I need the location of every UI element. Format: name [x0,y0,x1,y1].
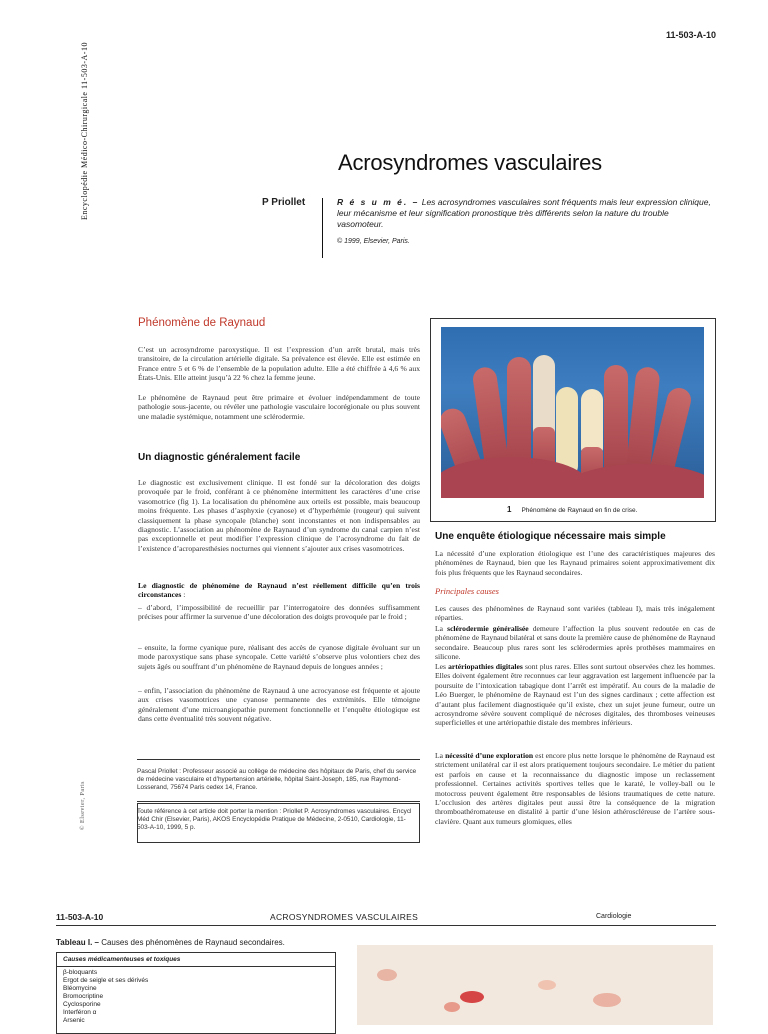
table-row: Bromocriptine [63,993,104,1000]
bullet: – ensuite, la forme cyanique pure, réalisant des accès de cyanose digitale évoluant sur un mode paroxystique sans phase syncopale. Cette variété s’observe plus volontiers chez des sujets âgés ou souffrant d’un phénomène de Raynaud depuis de longues années ; [138,643,420,671]
paragraph: Le diagnostic de phénomène de Raynaud n’est réellement difficile qu’en trois circonstances : [138,581,420,600]
reference-note: Toute référence à cet article doit porter la mention : Priollet P. Acrosyndromes vasculaires. Encycl Méd Chir (Elsevier, Paris), AKOS Encyclopédie Pratique de Médecine, 2-0510, Cardiologie, 11-503-A-10, 1999, 5 p. [137,808,412,832]
paragraph: La nécessité d’une exploration étiologique est l’une des caractéristiques majeures des phénomènes de Raynaud, bien que les Raynaud primaires soient approximativement dix fois plus fréquents que les Raynaud secondaires. [435,549,715,577]
divider [322,198,323,258]
author-affiliation: Pascal Priollet : Professeur associé au collège de médecine des hôpitaux de Paris, chef du service de médecine vasculaire et d’hypertension artérielle, hôpital Saint-Joseph, 185, rue Raymond-Losserand, 75674 Paris cedex 14, France. [137,768,417,792]
bullet: – d’abord, l’impossibilité de recueillir par l’interrogatoire des données suffisamment précises pour affirmer la survenue d’une décoloration des doigts provoquée par le froid ; [138,603,420,622]
note-divider [137,801,420,802]
hand-illustration [441,327,704,498]
table-label: Tableau I. – [56,938,99,947]
paragraph: La nécessité d’une exploration est encore plus nette lorsque le phénomène de Raynaud est strictement unilatéral car il est alors pratiquement toujours secondaire. Le métier du patient est parfois en cause et la reconnaissance du diagnostic impose un reclassement professionnel. Certaines activités sportives telles que le karaté, le volley-ball ou le motocross peuvent également être responsables de lésions traumatiques de cette nature. L’occlusion des artères digitales peut aussi être la conséquence de la migration thromboathéromateuse en distalité à partir d’une lésion athéroscléreuse de l’artère sous-clavière. Quant aux tumeurs glomiques, elles [435,751,715,826]
table-row: Ergot de seigle et ses dérivés [63,977,149,984]
journal-sidebar [80,30,100,230]
resume-label: R é s u m é. – [337,197,420,207]
paragraph: Les artériopathies digitales sont plus rares. Elles sont surtout observées chez les hommes. Elles doivent également être reconnues car leur aggravation est largement influencée par la poursuite de l’intoxication tabagique dont l’arrêt est impératif. Au cours de la maladie de Léo Buerger, le phénomène de Raynaud est l’un des signes cardinaux ; cette affection est d’autant plus facilement diagnostiquée qu’il existe, chez un sujet jeune fumeur, outre un acrosyndrome sévère souvent compliqué de nécroses digitales, des thromboses veineuses superficielles et une artériopathie distale des membres inférieurs. [435,662,716,728]
bullet: – enfin, l’association du phénomène de Raynaud à une acrocyanose est fréquente et ajoute aux crises vasomotrices une cyanose permanente des extrémités. Elle témoigne généralement d’une microangiopathie purement fonctionnelle et l’enquête étiologique est dans cette éventualité très souvent négative. [138,686,420,724]
article-code: 11-503-A-10 [665,30,716,40]
section-heading-raynaud: Phénomène de Raynaud [138,317,266,329]
figure-1 [430,318,716,522]
journal-name: Encyclopédie Médico-Chirurgicale 11-503-A-10 [80,42,89,220]
category: Cardiologie [596,913,632,920]
section-heading-enquete: Une enquête étiologique nécessaire mais simple [435,531,666,542]
resume-text: Les acrosyndromes vasculaires sont fréquents mais leur expression clinique, leur mécanisme et leur signification pronostique très différents selon la nature du trouble vasomoteur. [337,197,711,229]
table-row: β-bloquants [63,969,98,976]
figure-number: 1 [507,505,512,514]
table-row: Interféron α [63,1009,97,1016]
figure-caption-text: Phénomène de Raynaud en fin de crise. [521,507,638,514]
article-author: P Priollet [262,197,306,208]
table-caption: Tableau I. – Causes des phénomènes de Raynaud secondaires. [56,938,285,947]
note-divider [137,759,420,760]
section-heading-diagnostic: Un diagnostic généralement facile [138,452,301,463]
table-header: Causes médicamenteuses et toxiques [57,953,335,967]
table-row: Bléomycine [63,985,97,992]
figure-caption [507,505,637,514]
paragraph: Les causes des phénomènes de Raynaud sont variées (tableau I), mais très inégalement réparties. [435,604,715,623]
running-title: ACROSYNDROMES VASCULAIRES [270,912,419,922]
paragraph: Le diagnostic est exclusivement clinique. Il est fondé sur la décoloration des doigts provoquée par le froid, conférant à ce phénomène intermittent les caractères d’une crise vasomotrice (fig 1). La localisation du phénomène aux orteils est possible, mais beaucoup moins fréquente. Les phases d’asphyxie (cyanose) et d’hyperhémie (rougeur) qui suivent classiquement la phase syncopale (blanche) sont inconstantes et non indispensables au diagnostic. L’association au phénomène de Raynaud d’un syndrome du canal carpien n’est pas exceptionnelle et peut modifier l’expression clinique de l’acrosyndrome du fait de l’existence d’acroparesthésies nocturnes qui viennent s’ajouter aux crises vasomotrices. [138,478,420,553]
paragraph: C’est un acrosyndrome paroxystique. Il est l’expression d’un arrêt brutal, mais très transitoire, de la circulation artérielle digitale. Sa prévalence est élevée. Elle est estimée en France entre 5 et 6 % de l’ensemble de la population adulte. Elle a été chiffrée à 4,6 % aux États-Unis. Elle atteint jusqu’à 22 % chez la femme jeune. [138,345,420,383]
page-rule [56,925,716,926]
skin-lesion-photo [357,945,713,1025]
article-title: Acrosyndromes vasculaires [338,150,602,175]
subheading-causes: Principales causes [435,586,499,596]
lesion-illustration [357,945,713,1025]
resume [337,197,715,230]
table-row: Arsenic [63,1017,85,1024]
bold-statement: Le diagnostic de phénomène de Raynaud n’est réellement difficile qu’en trois circonstances [138,581,420,600]
page-code: 11-503-A-10 [56,912,104,922]
paragraph: La sclérodermie généralisée demeure l’affection la plus souvent redoutée en cas de phénomène de Raynaud bilatéral et sans doute la première cause de phénomène de Raynaud secondaire. Beaucoup plus rares sont les sclérodermies après prothèses mammaires en silicone. [435,624,715,662]
publisher-name: © Elsevier, Paris [80,781,86,830]
table-1 [56,952,336,1034]
raynaud-hand-photo [441,327,704,498]
table-row: Cyclosporine [63,1001,101,1008]
reference-box [137,803,420,843]
copyright: © 1999, Elsevier, Paris. [337,238,410,245]
paragraph: Le phénomène de Raynaud peut être primaire et évoluer indépendamment de toute pathologie sous-jacente, ou révéler une pathologie vasculaire locorégionale ou plus souvent une maladie systémique, notamment une sclérodermie. [138,393,420,421]
